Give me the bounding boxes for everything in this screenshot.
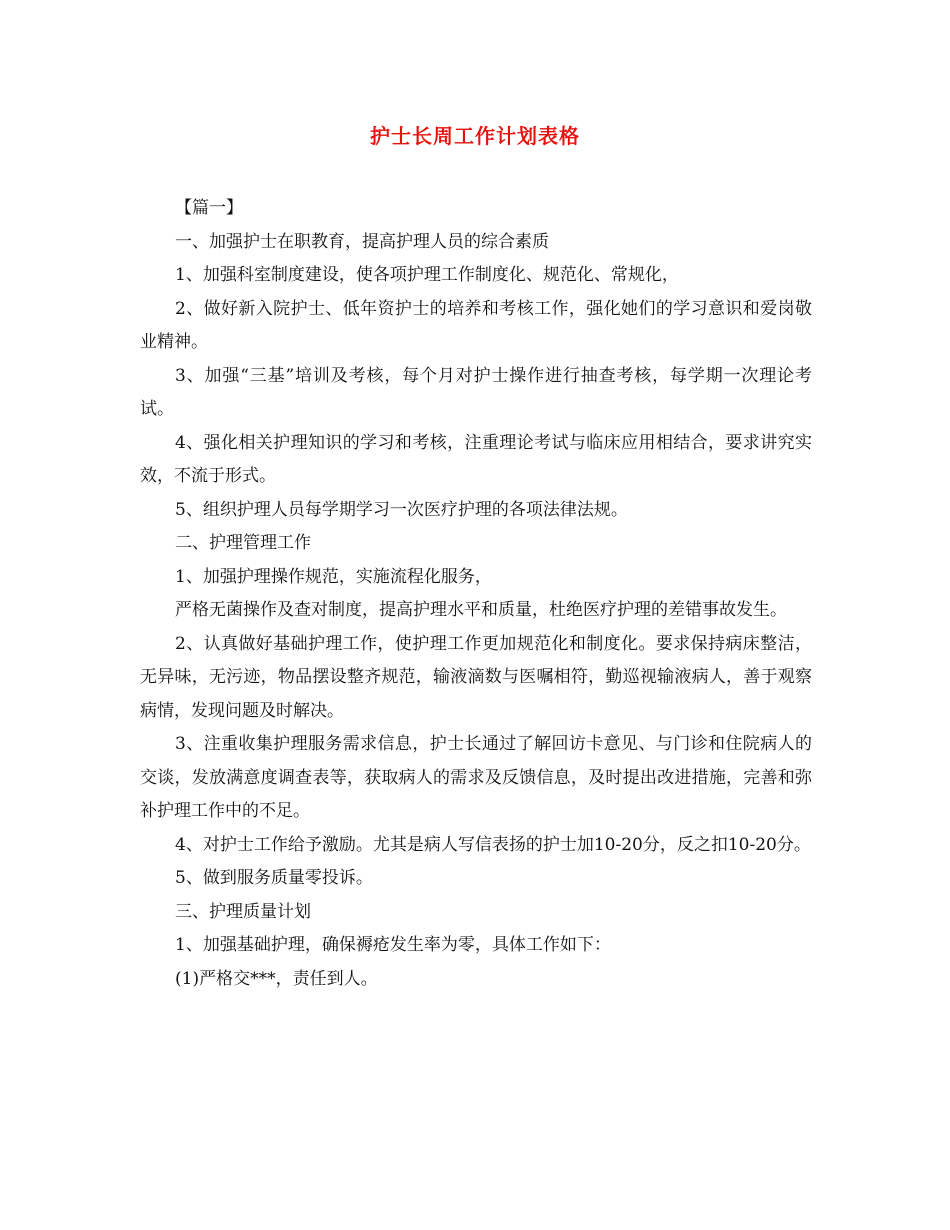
paragraph: 3、加强“三基”培训及考核，每个月对护士操作进行抽查考核，每学期一次理论考试。: [140, 365, 812, 419]
paragraph: 1、加强护理操作规范，实施流程化服务，: [175, 566, 492, 587]
paragraph-heading-1: 一、加强护士在职教育，提高护理人员的综合素质: [175, 231, 549, 252]
paragraph: 5、做到服务质量零投诉。: [175, 868, 373, 888]
paragraph: 2、认真做好基础护理工作，使护理工作更加规范化和制度化。要求保持病床整洁，无异味，无污迹，物品摆设整齐规范，输液滴数与医嘱相符，勤巡视输液病人，善于观察病情，发现问题及时解决。: [140, 633, 812, 721]
paragraph: 严格无菌操作及查对制度，提高护理水平和质量，杜绝医疗护理的差错事故发生。: [175, 600, 787, 620]
paragraph: 3、注重收集护理服务需求信息，护士长通过了解回访卡意见、与门诊和住院病人的交谈，发放满意度调查表等，获取病人的需求及反馈信息，及时提出改进措施，完善和弥补护理工作中的不足。: [140, 734, 812, 821]
paragraph: (1)严格交***，责任到人。: [175, 968, 378, 989]
paragraph: 1、加强基础护理，确保褥疮发生率为零，具体工作如下：: [175, 935, 611, 955]
document-title: 护士长周工作计划表格: [370, 124, 580, 148]
paragraph-heading-2: 二、护理管理工作: [175, 533, 311, 553]
paragraph: 2、做好新入院护士、低年资护士的培养和考核工作，强化她们的学习意识和爱岗敬业精神。: [140, 298, 812, 352]
paragraph-section-heading: 【篇一】: [175, 198, 243, 218]
paragraph: 4、强化相关护理知识的学习和考核，注重理论考试与临床应用相结合，要求讲究实效，不流于形式。: [140, 432, 812, 486]
paragraph-heading-3: 三、护理质量计划: [175, 901, 311, 922]
document-body: [140, 192, 812, 996]
paragraph: 1、加强科室制度建设，使各项护理工作制度化、规范化、常规化，: [175, 265, 679, 285]
paragraph: 5、组织护理人员每学期学习一次医疗护理的各项法律法规。: [175, 499, 628, 520]
paragraph: 4、对护士工作给予激励。尤其是病人写信表扬的护士加10-20分，反之扣10-20分。: [175, 834, 811, 855]
